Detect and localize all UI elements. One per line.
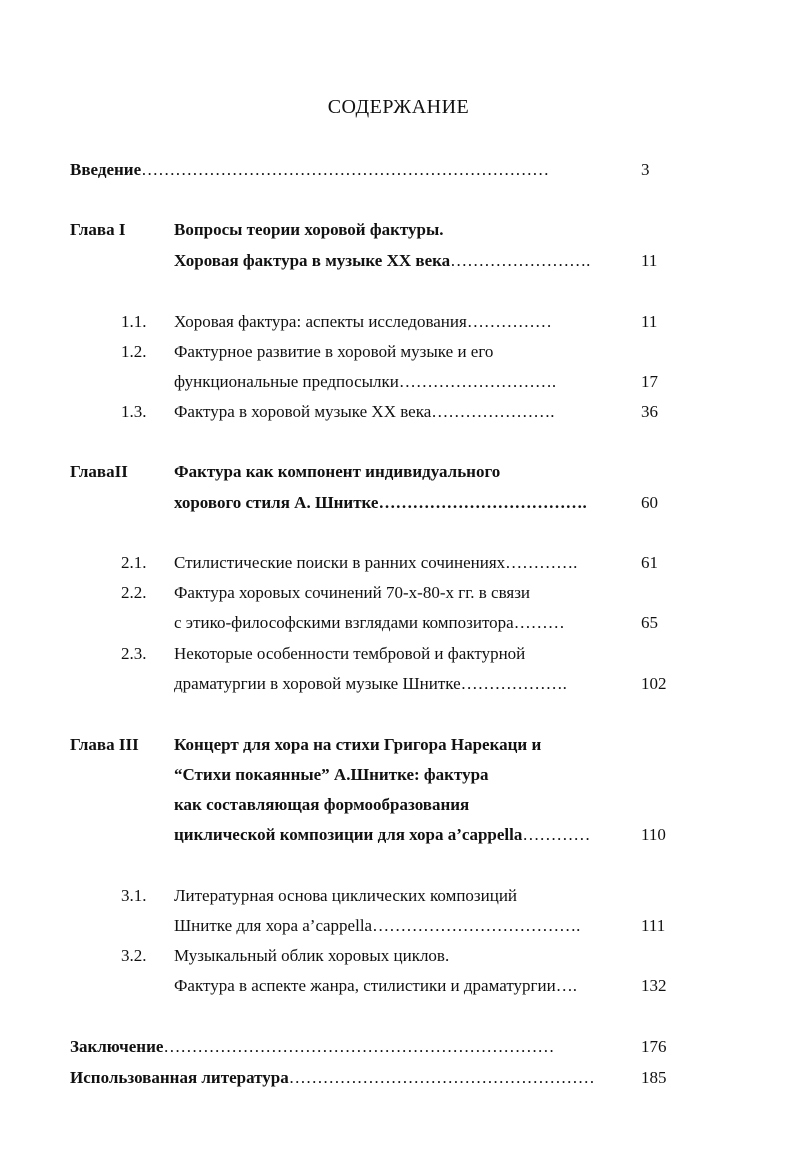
leader-dots: …………………. — [431, 402, 555, 421]
section-title-cont: драматургии в хоровой музыке Шнитке………………. — [174, 674, 567, 693]
page-number: 60 — [641, 493, 658, 512]
toc-entry-literature — [70, 1068, 595, 1088]
page-number: 61 — [641, 553, 658, 572]
page-number: 11 — [641, 312, 658, 331]
section-number: 1.3. — [121, 402, 147, 421]
section-title-cont: функциональные предпосылки………………………. — [174, 372, 557, 391]
leader-dots: ……………………………………………… — [288, 1068, 595, 1087]
page-number: 176 — [641, 1037, 667, 1056]
leader-dots: ……… — [513, 613, 565, 632]
toc-entry-intro — [70, 160, 549, 180]
chapter-label: Глава III — [70, 735, 139, 754]
section-title: Музыкальный облик хоровых циклов. — [174, 946, 450, 965]
chapter-title-cont: циклической композиции для хора a’cappella………… — [174, 825, 591, 844]
page-number: 36 — [641, 402, 658, 421]
section-number: 3.2. — [121, 946, 147, 965]
toc-entry-label: Использованная литература — [70, 1068, 289, 1087]
chapter-label: ГлаваII — [70, 462, 128, 481]
toc-entry-label: Заключение — [70, 1037, 164, 1056]
section-number: 3.1. — [121, 886, 147, 905]
section-title: Фактура хоровых сочинений 70-х-80-х гг. в связи — [174, 583, 531, 602]
page-number: 185 — [641, 1068, 667, 1087]
page-number: 110 — [641, 825, 666, 844]
toc-entry-conclusion — [70, 1037, 554, 1057]
leader-dots: ……………………. — [450, 251, 591, 270]
section-title: Фактурное развитие в хоровой музыке и его — [174, 342, 494, 361]
page-number: 111 — [641, 916, 666, 935]
section-title: Литературная основа циклических композиций — [174, 886, 518, 905]
toc-entry-label: Введение — [70, 160, 142, 179]
leader-dots: ………………………………. — [372, 916, 581, 935]
section-title: Некоторые особенности тембровой и фактурной — [174, 644, 526, 663]
leader-dots: ………………………. — [398, 372, 557, 391]
leader-dots: …………. — [505, 553, 578, 572]
section-title: Хоровая фактура: аспекты исследования…………… — [174, 312, 552, 331]
section-title: Фактура в хоровой музыке XX века…………………. — [174, 402, 555, 421]
leader-dots: ………… — [522, 825, 591, 844]
section-title-cont: Фактура в аспекте жанра, стилистики и драматургии…. — [174, 976, 577, 995]
section-number: 2.1. — [121, 553, 147, 572]
leader-dots: ……………………………………………………………… — [141, 160, 550, 179]
page-number: 3 — [641, 160, 650, 179]
page-number: 65 — [641, 613, 658, 632]
page-title: СОДЕРЖАНИЕ — [327, 96, 470, 118]
chapter-label: Глава I — [70, 220, 126, 239]
section-number: 2.3. — [121, 644, 147, 663]
chapter-title-cont: “Стихи покаянные” А.Шнитке: фактура — [174, 765, 489, 784]
chapter-title: Фактура как компонент индивидуального — [174, 462, 501, 481]
section-title-cont: Шнитке для хора a’cappella………………………………. — [174, 916, 581, 935]
section-title-cont: с этико-философскими взглядами композитора……… — [174, 613, 565, 632]
section-number: 1.2. — [121, 342, 147, 361]
page-number: 17 — [641, 372, 658, 391]
page-number: 102 — [641, 674, 667, 693]
chapter-title: Концерт для хора на стихи Григора Нарекаци и — [174, 735, 542, 754]
leader-dots: ………………………………. — [378, 493, 587, 512]
leader-dots: …. — [555, 976, 577, 995]
page-number: 132 — [641, 976, 667, 995]
chapter-title: Вопросы теории хоровой фактуры. — [174, 220, 444, 239]
chapter-title-cont: хорового стиля А. Шнитке………………………………. — [174, 493, 587, 512]
section-title: Стилистические поиски в ранних сочинениях…………. — [174, 553, 578, 572]
page-number: 11 — [641, 251, 658, 270]
chapter-title-cont: как составляющая формообразования — [174, 795, 470, 814]
leader-dots: …………………………………………………………… — [163, 1037, 555, 1056]
chapter-title-cont: Хоровая фактура в музыке XX века……………………. — [174, 251, 591, 270]
section-number: 2.2. — [121, 583, 147, 602]
leader-dots: ………………. — [460, 674, 567, 693]
leader-dots: …………… — [466, 312, 552, 331]
section-number: 1.1. — [121, 312, 147, 331]
